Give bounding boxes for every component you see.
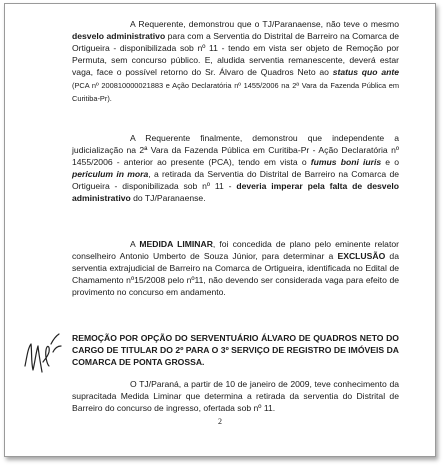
document-page bbox=[5, 4, 435, 456]
paragraph-medida-liminar: A MEDIDA LIMINAR, foi concedida de plano pelo eminente relator conselheiro Antonio Umberto de Souza Júnior, para determinar a EXCLUSÃO da serventia extrajudicial de Barreiro na Comarca de Ortigueira, identificada no Edital de Chamamento nº15/2008 pelo nº11, não devendo ser considerada vaga para efeito de provimento no concurso em andamento. bbox=[72, 239, 399, 297]
handwritten-initials-signature bbox=[19, 322, 67, 382]
document-page-frame bbox=[4, 3, 436, 457]
section-heading: REMOÇÃO POR OPÇÃO DO SERVENTUÁRIO ÁLVARO DE QUADROS NETO DO CARGO DE TITULAR DO 2º PARA O 3º SERVIÇO DE REGISTRO DE IMÓVEIS DA COMARCA DE PONTA GROSSA. bbox=[72, 333, 399, 367]
paragraph-requerente-desvelo: A Requerente, demonstrou que o TJ/Paranaense, não teve o mesmo desvelo administrativo para com a Serventia do Distrital de Barreiro na Comarca de Ortigueira - disponibilizada sob nº 11 - tendo em vista ser objeto de Remoção por Permuta, sem concurso público. E, aludida serventia remanescente, deverá estar vaga, face o possível retorno do Sr. Álvaro de Quadros Neto ao status quo ante (PCA nº 200810000021883 e Ação Declaratória nº 1455/2006 na 2ª Vara da Fazenda Pública em Curitiba-Pr). bbox=[72, 19, 399, 103]
paragraph-requerente-finalmente: A Requerente finalmente, demonstrou que independente a judicialização na 2ª Vara da Fazenda Pública em Curitiba-Pr - Ação Declaratória nº 1455/2006 - anterior ao presente (PCA), tendo em vista o fumus boni iuris e o periculum in mora, a retirada da Serventia do Distrital de Barreiro na Comarca de Ortigueira - disponibilizada sob nº 11 - deveria imperar pela falta de desvelo administrativo do TJ/Paranaense. bbox=[72, 133, 399, 203]
page-number: 2 bbox=[218, 417, 222, 426]
paragraph-tj-parana: O TJ/Paraná, a partir de 10 de janeiro de 2009, teve conhecimento da supracitada Medida Liminar que determina a retirada da serventia do Distrital de Barreiro do concurso de ingresso, ofertada sob nº 11. bbox=[72, 379, 399, 413]
